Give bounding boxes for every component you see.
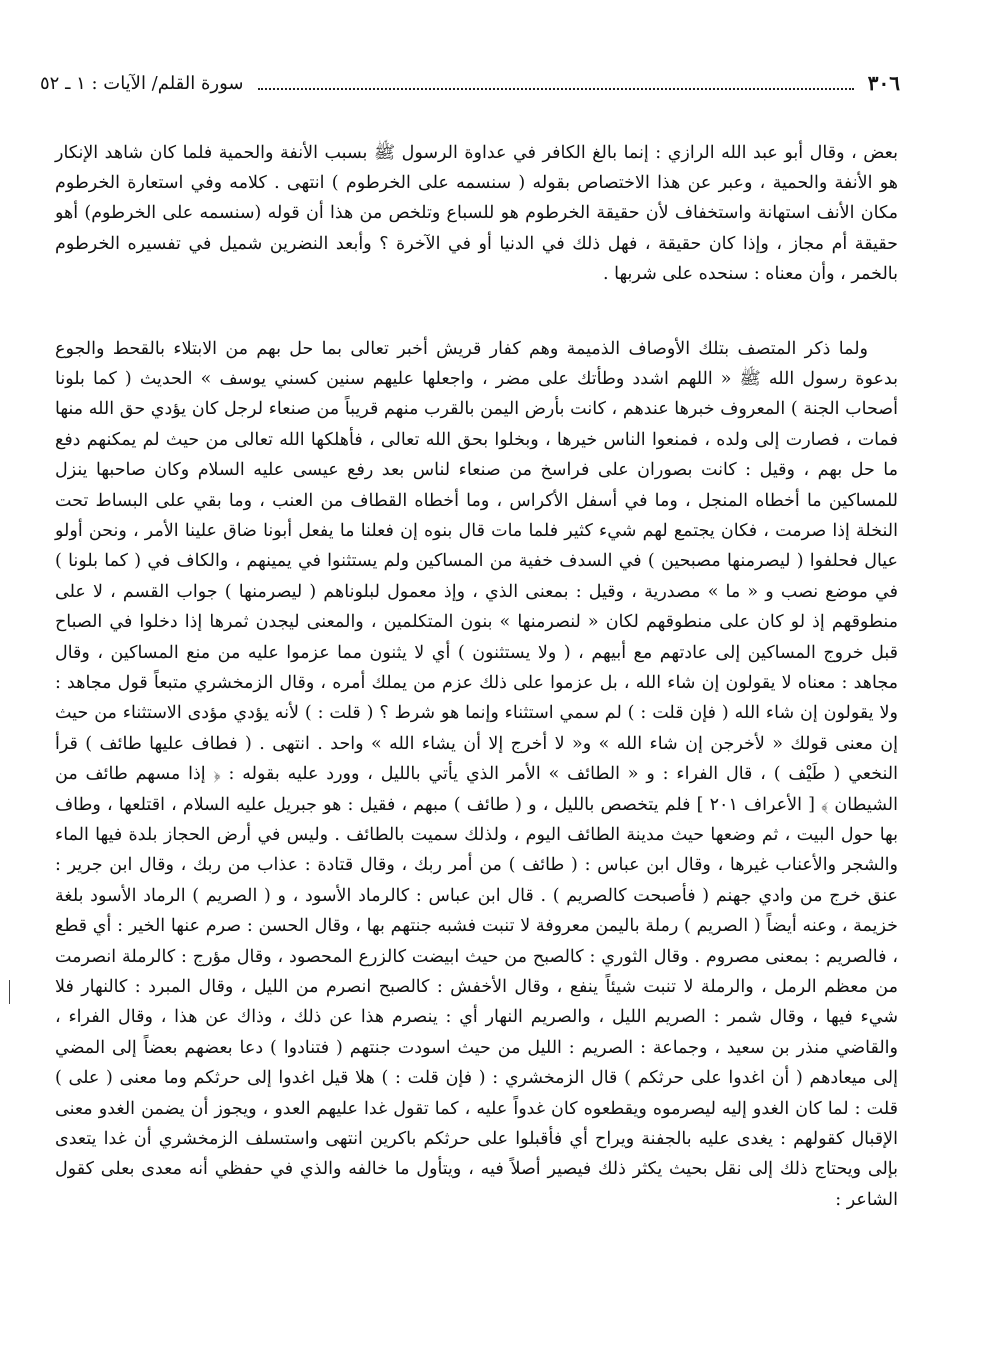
running-header	[40, 66, 900, 100]
paragraph-2: ولما ذكر المتصف بتلك الأوصاف الذميمة وهم كفار قريش أخبر تعالى بما حل بهم من الابتلاء بالقحط والجوع بدعوة رسول الله ﷺ « اللهم اشدد وطأتك على مضر ، واجعلها عليهم سنين كسني يوسف » الحديث ( كما بلونا أصحاب الجنة ) المعروف خبرها عندهم ، كانت بأرض اليمن بالقرب منهم قريباً من صنعاء لرجل كان يؤدي حق الله منها فمات ، فصارت إلى ولده ، فمنعوا الناس خيرها ، وبخلوا بحق الله تعالى ، فأهلكها الله تعالى من حيث لم يمكنهم دفع ما حل بهم ، وقيل : كانت بصوران على فراسخ من صنعاء لناس بعد رفع عيسى عليه السلام وكان صاحبها ينزل للمساكين ما أخطاه المنجل ، وما في أسفل الأكراس ، وما أخطاه القطاف من العنب ، وما بقي على البساط تحت النخلة إذا صرمت ، فكان يجتمع لهم شيء كثير فلما مات قال بنوه إن فعلنا ما يفعل أبونا ضاق علينا الأمر ، ونحن أولو عيال فحلفوا ( ليصرمنها مصبحين ) في السدف خفية من المساكين ولم يستثنوا في يمينهم ، والكاف في ( كما بلونا ) في موضع نصب و « ما » مصدرية ، وقيل : بمعنى الذي ، وإذ معمول لبلوناهم ( ليصرمنها ) جواب القسم ، لا على منطوقهم إذ لو كان على منطوقهم لكان « لنصرمنها » بنون المتكلمين ، والمعنى ليجدن ثمرها إذا دخلوا في الصباح قبل خروج المساكين إلى عادتهم مع أبيهم ، ( ولا يستثنون ) أي لا يثنون مما عزموا عليه من منع المساكين ، وقال مجاهد : معناه لا يقولون إن شاء الله ، بل عزموا على ذلك عزم من يملك أمره ، وقال الزمخشري متبعاً قول مجاهد : ولا يقولون إن شاء الله ( فإن قلت : ) لم سمي استثناء وإنما هو شرط ؟ ( قلت : ) لأنه يؤدي مؤدى الاستثناء من حيث إن معنى قولك « لأخرجن إن شاء الله » و« لا أخرج إلا أن يشاء الله » واحد . انتهى . ( فطاف عليها طائف ) قرأ النخعي ( طَيْف ) ، قال الفراء : و « الطائف » الأمر الذي يأتي بالليل ، وورد عليه بقوله : ﴿ إذا مسهم طائف من الشيطان ﴾ [ الأعراف ٢٠١ ] فلم يتخصص بالليل ، و ( طائف ) مبهم ، فقيل : هو جبريل عليه السلام ، اقتلعها ، وطاف بها حول البيت ، ثم وضعها حيث مدينة الطائف اليوم ، ولذلك سميت بالطائف . وليس في أرض الحجاز بلدة فيها الماء والشجر والأعناب غيرها ، وقال ابن عباس : ( طائف ) من أمر ربك ، وقال قتادة : عذاب من ربك ، وقال ابن جرير : عنق خرج من وادي جهنم ( فأصبحت كالصريم ) . قال ابن عباس : كالرماد الأسود ، و ( الصريم ) الرماد الأسود بلغة خزيمة ، وعنه أيضاً ( الصريم ) رملة باليمن معروفة لا تنبت فشبه جنتهم بها ، وقال الحسن : صرم عنها الخير : أي قطع ، فالصريم : بمعنى مصروم . وقال الثوري : كالصبح من حيث ابيضت كالزرع المحصود ، وقال مؤرج : كالرملة انصرمت من معظم الرمل ، والرملة لا تنبت شيئاً ينفع ، وقال الأخفش : كالصبح انصرم من الليل ، وقال المبرد : كالنهار فلا شيء فيها ، وقال شمر : الصريم الليل ، والصريم النهار أي : ينصرم هذا عن ذلك ، وذاك عن هذا ، وقال الفراء ، والقاضي منذر بن سعيد ، وجماعة : الصريم : الليل من حيث اسودت جنتهم ( فتنادوا ) دعا بعضهم بعضاً إلى المضي إلى ميعادهم ( أن اغدوا على حرثكم ) قال الزمخشري : ( فإن قلت : ) هلا قيل اغدوا إلى حرثكم وما معنى ( على ) قلت : لما كان الغدو إليه ليصرموه ويقطعوه كان غدواً عليه ، كما تقول غدا عليهم العدو ، ويجوز أن يضمن الغدو معنى الإقبال كقولهم : يغدى عليه بالجفنة ويراح أي فأقبلوا على حرثكم باكرين انتهى واستسلف الزمخشري أن غدا يتعدى بإلى ويحتاج ذلك إلى نقل بحيث يكثر ذلك فيصير أصلاً فيه ، ويتأول ما خالفه والذي في حفظي أنه معدى بعلى كقول الشاعر :	[55, 338, 899, 1210]
scan-edge-mark	[9, 980, 10, 1004]
surah-title: سورة القلم/ الآيات : ١ ـ ٥٢	[40, 72, 244, 94]
page-number: ٣٠٦	[867, 71, 900, 95]
paragraph-1: بعض ، وقال أبو عبد الله الرازي : إنما بالغ الكافر في عداوة الرسول ﷺ بسبب الأنفة والحمية فلما كان شاهد الإنكار هو الأنفة والحمية ، وعبر عن هذا الاختصاص بقوله ( سنسمه على الخرطوم ) انتهى . كلامه وفي استعارة الخرطوم مكان الأنف استهانة واستخفاف لأن حقيقة الخرطوم هو للسباع وتلخص من هذا أن قوله (سنسمه على الخرطوم) أهو حقيقة أم مجاز ، وإذا كان حقيقة ، فهل ذلك في الدنيا أو في الآخرة ؟ وأبعد النضرين شميل في تفسيره الخرطوم بالخمر ، وأن معناه : سنحده على شربها .	[55, 142, 898, 285]
header-dotted-rule	[258, 86, 854, 90]
